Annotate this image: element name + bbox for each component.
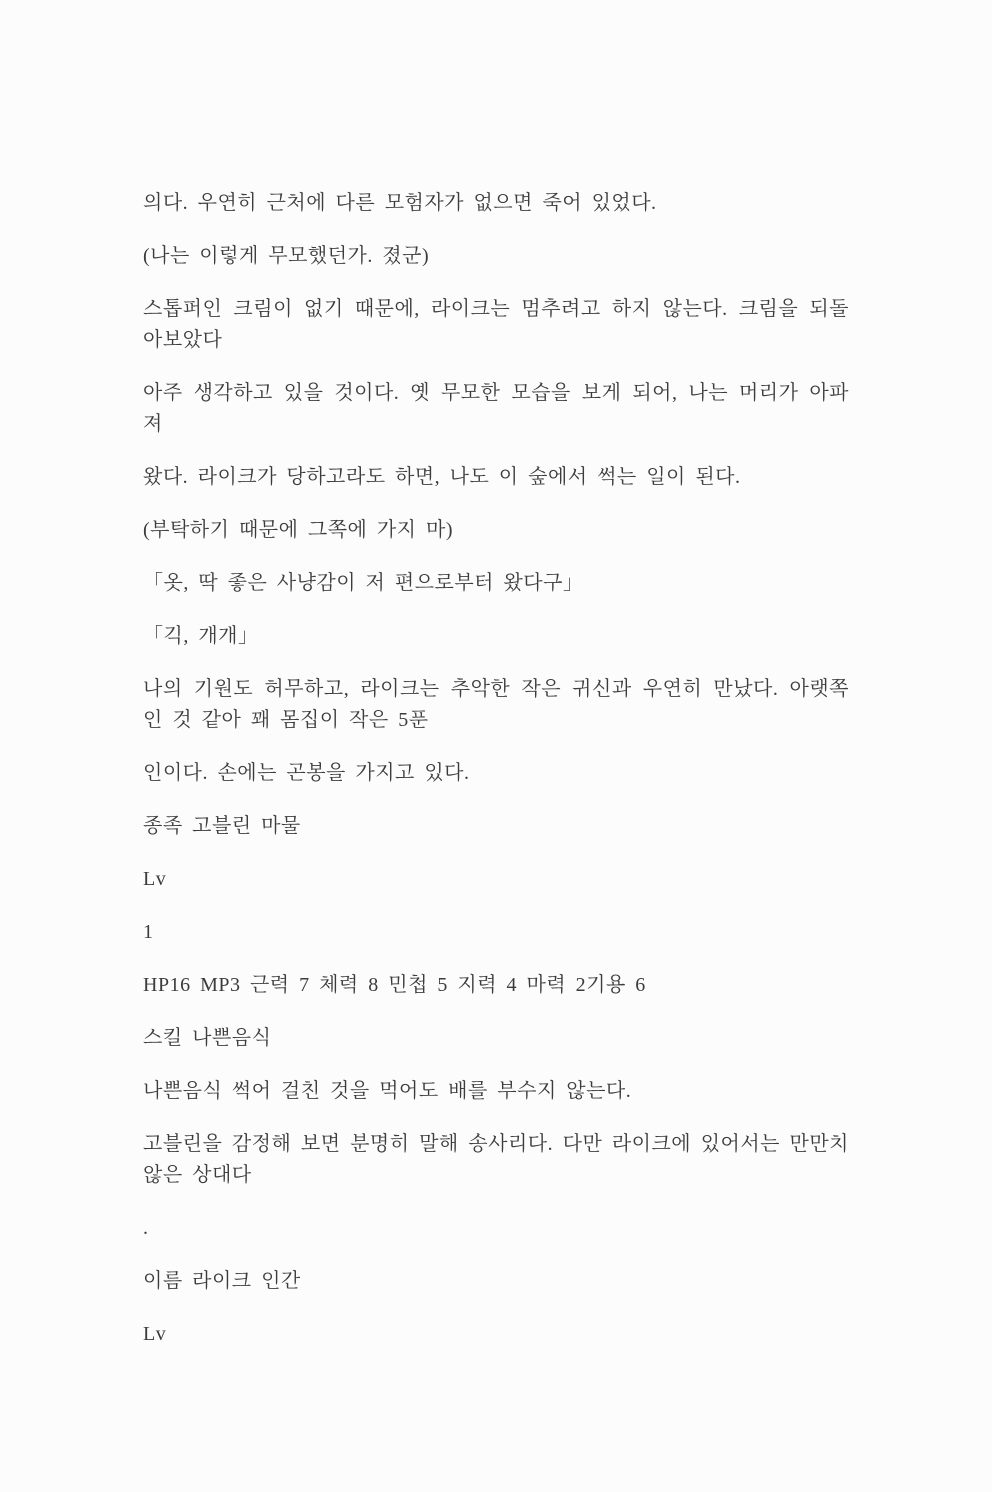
status-race-line: 종족 고블린 마물 <box>143 815 301 837</box>
paragraph-narration-5: 나의 기원도 허무하고, 라이크는 추악한 작은 귀신과 우연히 만났다. 아랫쪽인 것 같아 꽤 몸집이 작은 5푼 <box>143 678 849 731</box>
status-level-label: Lv <box>143 868 167 890</box>
status-skill-line: 스킬 나쁜음식 <box>143 1027 272 1049</box>
status-name-line: 이름 라이크 인간 <box>143 1270 301 1292</box>
paragraph-period: . <box>143 1217 149 1239</box>
paragraph-narration-2: 스톱퍼인 크림이 없기 때문에, 라이크는 멈추려고 하지 않는다. 크림을 되돌아보았다 <box>143 298 849 351</box>
status-stats-line: HP16 MP3 근력 7 체력 8 민첩 5 지력 4 마력 2기용 6 <box>143 974 646 996</box>
status-level-value: 1 <box>143 921 154 943</box>
paragraph-narration-7: 고블린을 감정해 보면 분명히 말해 송사리다. 다만 라이크에 있어서는 만만치 않은 상대다 <box>143 1133 849 1186</box>
paragraph-dialogue-2: 「긱, 개개」 <box>143 625 259 647</box>
paragraph-narration-6: 인이다. 손에는 곤봉을 가지고 있다. <box>143 762 470 784</box>
paragraph-thought-1: (나는 이렇게 무모했던가. 졌군) <box>143 245 430 267</box>
paragraph-narration-3: 아주 생각하고 있을 것이다. 옛 무모한 모습을 보게 되어, 나는 머리가 아파져 <box>143 382 849 435</box>
status-level-label-2: Lv <box>143 1323 167 1345</box>
paragraph-dialogue-1: 「옷, 딱 좋은 사냥감이 저 편으로부터 왔다구」 <box>143 572 584 594</box>
paragraph-narration-4: 왔다. 라이크가 당하고라도 하면, 나도 이 숲에서 썩는 일이 된다. <box>143 466 741 488</box>
skill-description: 나쁜음식 썩어 걸친 것을 먹어도 배를 부수지 않는다. <box>143 1080 632 1102</box>
paragraph-narration-1: 의다. 우연히 근처에 다른 모험자가 없으면 죽어 있었다. <box>143 192 657 214</box>
paragraph-thought-2: (부탁하기 때문에 그쪽에 가지 마) <box>143 519 453 541</box>
